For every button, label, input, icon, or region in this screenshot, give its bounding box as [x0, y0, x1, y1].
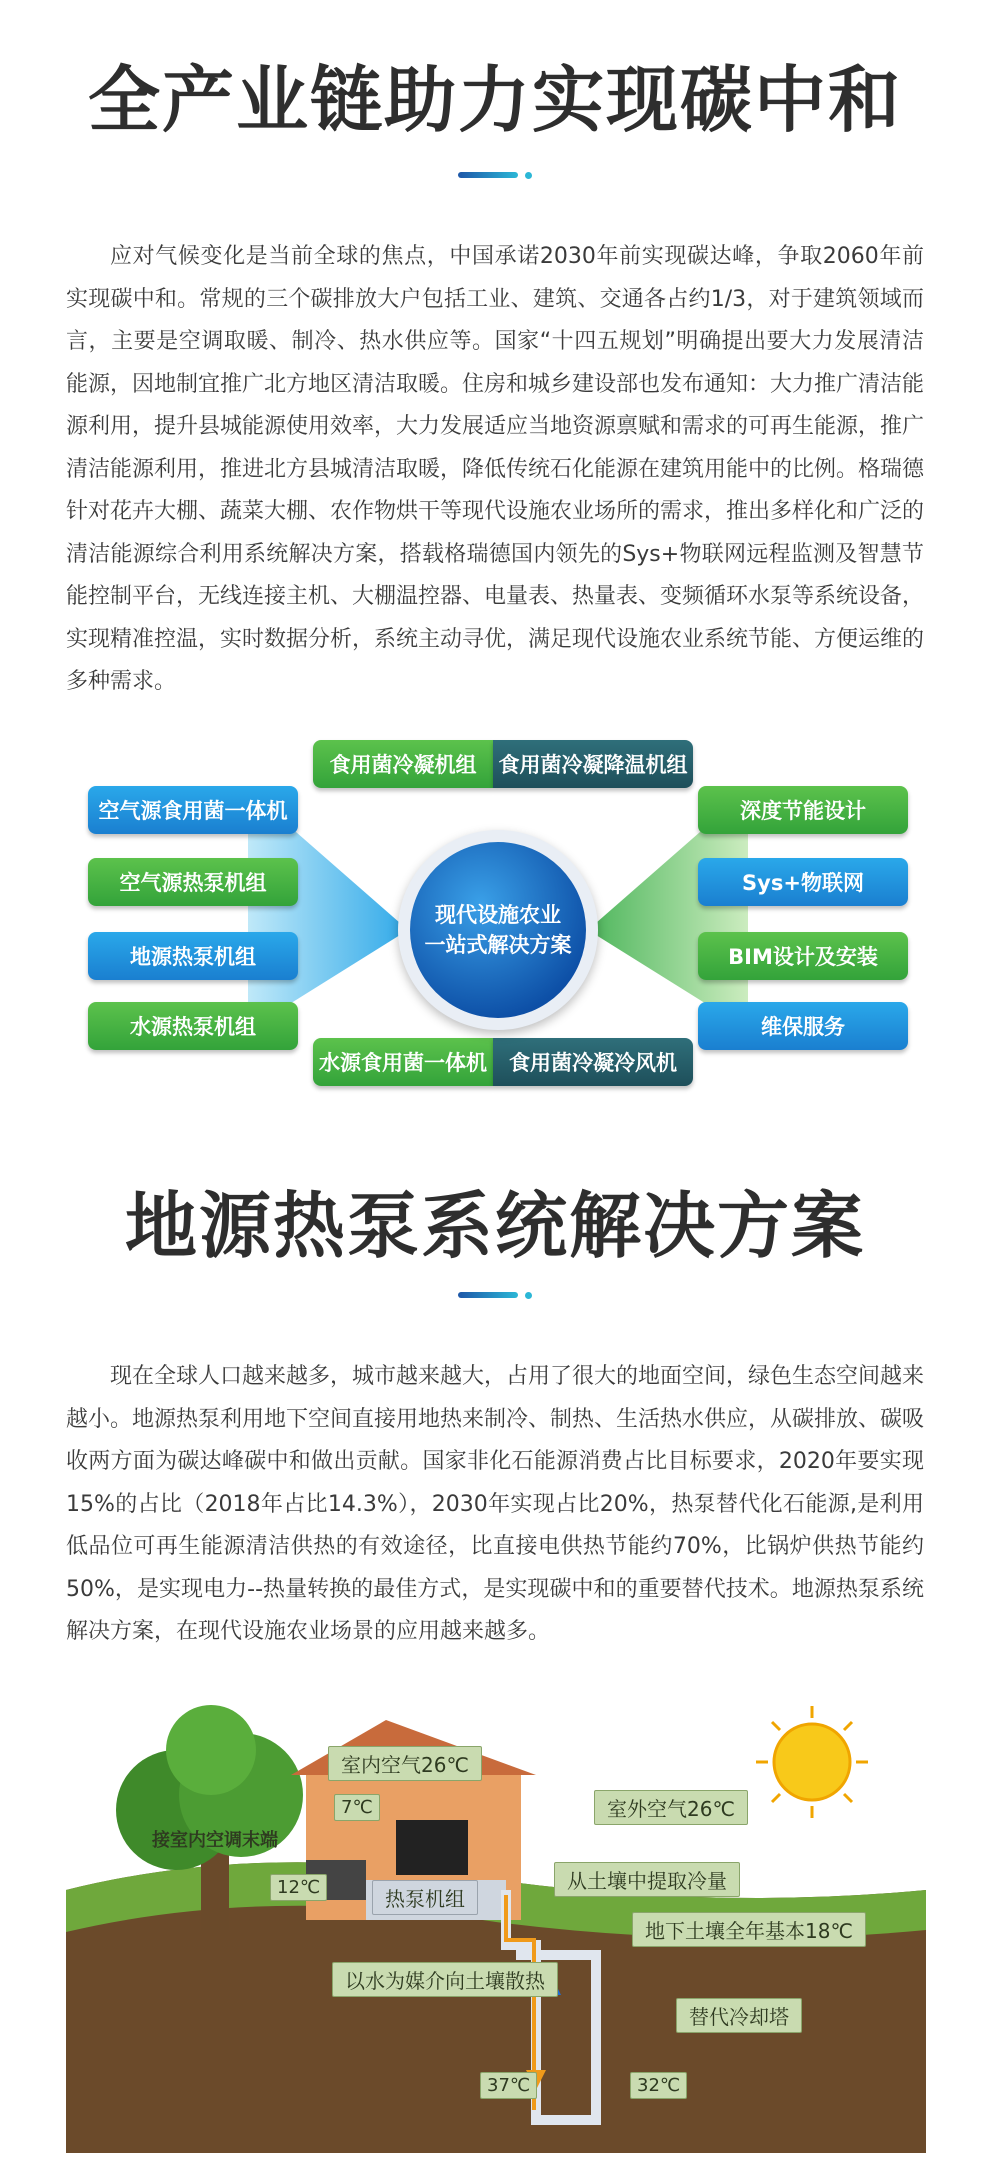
geothermal-paragraph: 现在全球人口越来越多，城市越来越大，占用了很大的地面空间，绿色生态空间越来越小。地源热泵利用地下空间直接用地热来制冷、制热、生活热水供应，从碳排放、碳吸收两方面为碳达峰碳中和做出贡献。国家非化石能源消费占比目标要求，2020年要实现15%的占比（2018年占比14.3%），2030年实现占比20%，热泵替代化石能源,是利用低品位可再生能源清洁供热的有效途径，比直接电供热节能约70%，比锅炉供热节能约50%，是实现电力--热量转换的最佳方式，是实现碳中和的重要替代技术。地源热泵系统解决方案，在现代设施农业场景的应用越来越多。: [66, 1364, 925, 1644]
sun-icon: [756, 1706, 868, 1818]
dissipate-label: 以水为媒介向土壤散热: [332, 1962, 558, 1997]
extract-label: 从土壤中提取冷量: [554, 1862, 740, 1897]
geothermal-illustration: [66, 1700, 926, 2160]
outdoor-air-label: 室外空气26℃: [594, 1790, 748, 1825]
title-divider: [0, 170, 990, 180]
cooling-tower-label: 替代冷却塔: [676, 1998, 802, 2033]
center-line: 一站式解决方案: [424, 933, 572, 957]
left-item: 地源热泵机组: [88, 932, 298, 980]
right-item: 深度节能设计: [698, 786, 908, 834]
indoor-air-label: 室内空气26℃: [328, 1746, 482, 1781]
left-item: 空气源热泵机组: [88, 858, 298, 906]
right-item: Sys+物联网: [698, 858, 908, 906]
bottom-item: 食用菌冷凝冷风机: [493, 1038, 693, 1086]
left-item: 水源热泵机组: [88, 1002, 298, 1050]
heat-pump-label: 热泵机组: [372, 1880, 478, 1915]
title-divider: [0, 1290, 990, 1300]
soil-label: 地下土壤全年基本18℃: [632, 1912, 866, 1947]
section-title: 地源热泵系统解决方案: [124, 1184, 865, 1268]
center-line: 现代设施农业: [435, 903, 561, 927]
left-temp-label: 12℃: [270, 1874, 327, 1901]
right-item: BIM设计及安装: [698, 932, 908, 980]
right-item: 维保服务: [698, 1002, 908, 1050]
center-circle: [410, 842, 586, 1018]
outlet-temp-label: 37℃: [480, 2072, 537, 2099]
top-item: 食用菌冷凝降温机组: [493, 740, 693, 788]
section-title: 全产业链助力实现碳中和: [87, 58, 902, 142]
solution-diagram: [88, 740, 908, 1090]
bottom-item: 水源食用菌一体机: [313, 1038, 493, 1086]
intro-paragraph: 应对气候变化是当前全球的焦点，中国承诺2030年前实现碳达峰，争取2060年前实现碳中和。常规的三个碳排放大户包括工业、建筑、交通各占约1/3，对于建筑领域而言，主要是空调取暖、制冷、热水供应等。国家“十四五规划”明确提出要大力发展清洁能源，因地制宜推广北方地区清洁取暖。住房和城乡建设部也发布通知：大力推广清洁能源利用，提升县城能源使用效率，大力发展适应当地资源禀赋和需求的可再生能源，推广清洁能源利用，推进北方县城清洁取暖，降低传统石化能源在建筑用能中的比例。格瑞德针对花卉大棚、蔬菜大棚、农作物烘干等现代设施农业场所的需求，推出多样化和广泛的清洁能源综合利用系统解决方案，搭载格瑞德国内领先的Sys+物联网远程监测及智慧节能控制平台，无线连接主机、大棚温控器、电量表、热量表、变频循环水泵等系统设备，实现精准控温，实时数据分析，系统主动寻优，满足现代设施农业系统节能、方便运维的多种需求。: [66, 244, 925, 694]
inlet-temp-label: 32℃: [630, 2072, 687, 2099]
indoor-temp-label: 7℃: [334, 1794, 380, 1821]
terminal-label: 接室内空调末端: [152, 1830, 278, 1851]
left-item: 空气源食用菌一体机: [88, 786, 298, 834]
top-item: 食用菌冷凝机组: [313, 740, 493, 788]
